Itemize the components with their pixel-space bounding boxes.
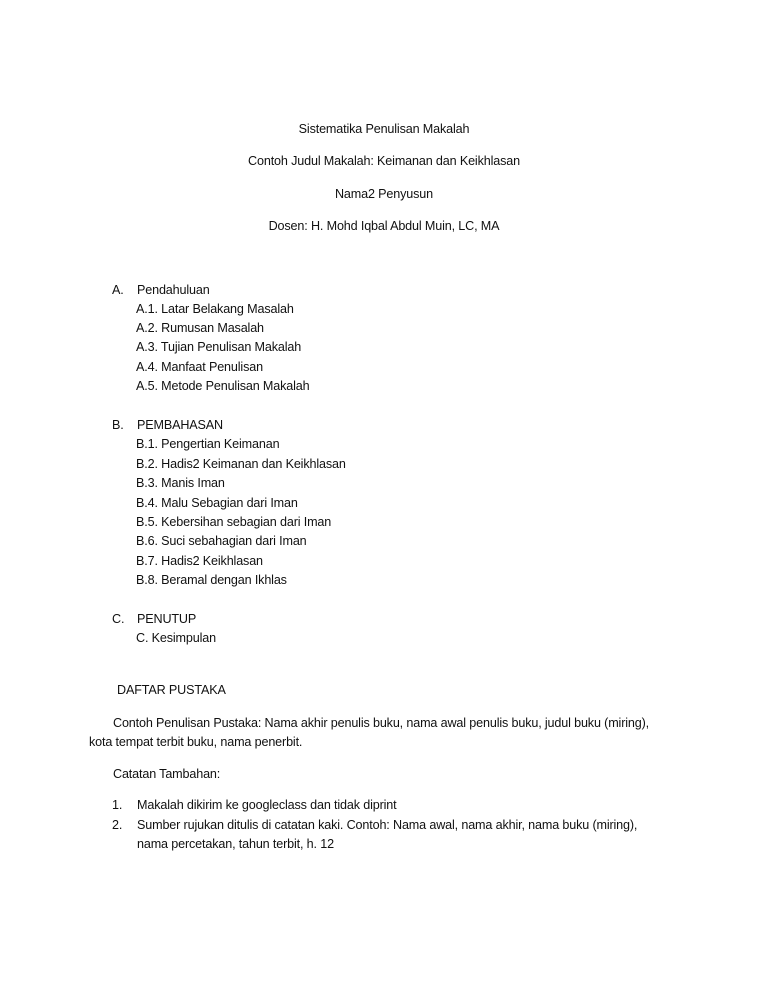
list-item: B.5. Kebersihan sebagian dari Iman <box>136 515 332 529</box>
list-item: B.2. Hadis2 Keimanan dan Keikhlasan <box>136 457 346 471</box>
note-number: 2. <box>112 818 123 832</box>
list-item: B.1. Pengertian Keimanan <box>136 437 280 451</box>
list-item: B.3. Manis Iman <box>136 476 225 490</box>
list-item: A.1. Latar Belakang Masalah <box>136 302 294 316</box>
section-c-title: PENUTUP <box>137 612 197 626</box>
list-item: A.4. Manfaat Penulisan <box>136 360 263 374</box>
section-b-letter: B. <box>112 418 124 432</box>
list-item: A.5. Metode Penulisan Makalah <box>136 379 310 393</box>
authors-line: Nama2 Penyusun <box>334 187 433 201</box>
list-item: B.4. Malu Sebagian dari Iman <box>136 496 298 510</box>
bibliography-example-line-1: Contoh Penulisan Pustaka: Nama akhir penulis buku, nama awal penulis buku, judul buku (miring), <box>113 716 649 730</box>
section-a-letter: A. <box>112 283 124 297</box>
example-title: Contoh Judul Makalah: Keimanan dan Keikhlasan <box>248 154 520 168</box>
list-item: A.3. Tujian Penulisan Makalah <box>136 340 302 354</box>
list-item: C. Kesimpulan <box>136 631 216 645</box>
notes-heading: Catatan Tambahan: <box>113 767 221 781</box>
note-text: Sumber rujukan ditulis di catatan kaki. Contoh: Nama awal, nama akhir, nama buku (miring), <box>137 818 638 832</box>
section-c-letter: C. <box>112 612 125 626</box>
bibliography-example-line-2: kota tempat terbit buku, nama penerbit. <box>89 735 303 749</box>
lecturer-line: Dosen: H. Mohd Iqbal Abdul Muin, LC, MA <box>268 219 500 233</box>
note-number: 1. <box>112 798 123 812</box>
list-item: B.7. Hadis2 Keikhlasan <box>136 554 263 568</box>
list-item: A.2. Rumusan Masalah <box>136 321 264 335</box>
section-a-title: Pendahuluan <box>137 283 210 297</box>
section-b-title: PEMBAHASAN <box>137 418 223 432</box>
document-title: Sistematika Penulisan Makalah <box>298 122 470 136</box>
note-text: Makalah dikirim ke googleclass dan tidak diprint <box>137 798 397 812</box>
note-text-continued: nama percetakan, tahun terbit, h. 12 <box>137 837 334 851</box>
list-item: B.6. Suci sebahagian dari Iman <box>136 534 307 548</box>
bibliography-heading: DAFTAR PUSTAKA <box>117 683 226 697</box>
list-item: B.8. Beramal dengan Ikhlas <box>136 573 287 587</box>
